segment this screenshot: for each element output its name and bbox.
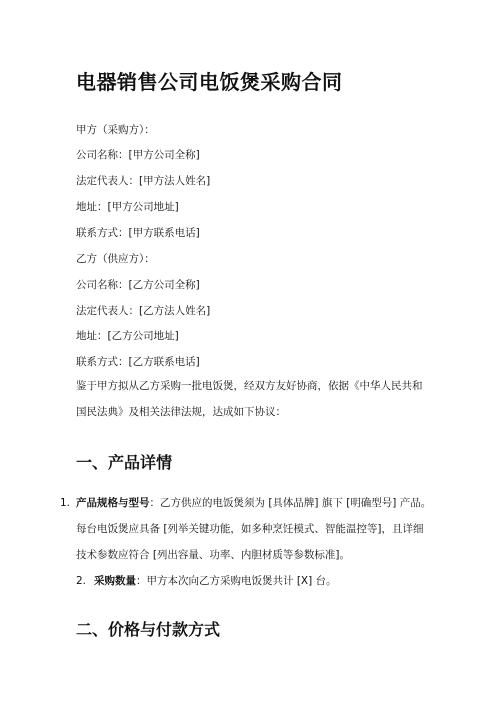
- item-2-number: 2.: [76, 575, 87, 587]
- item-1-label: 产品规格与型号: [76, 497, 150, 509]
- item-1-text: ：乙方供应的电饭煲须为 [具体品牌] 旗下 [明确型号] 产品。每台电饭煲应具备 [列举关键功能，如多种烹饪模式、智能温控等]，且详细技术参数应符合 [列出容量、功率、内胆材质等参数标准]。: [76, 497, 432, 561]
- party-b-legal-rep: 法定代表人：[乙方法人姓名]: [76, 305, 211, 317]
- item-2-label: 采购数量: [94, 575, 136, 587]
- party-a-phone: 联系方式：[甲方联系电话]: [76, 227, 200, 239]
- contract-title: 电器销售公司电饭煲采购合同: [76, 70, 343, 94]
- party-a-company: 公司名称：[甲方公司全称]: [76, 149, 200, 161]
- section-1-heading: 一、产品详情: [76, 453, 173, 472]
- party-b-heading: 乙方（供应方）：: [76, 253, 155, 265]
- item-1-paragraph: [76, 490, 432, 568]
- party-a-legal-rep: 法定代表人：[甲方法人姓名]: [76, 175, 211, 187]
- party-a-address: 地址：[甲方公司地址]: [76, 201, 179, 213]
- party-b-phone: 联系方式：[乙方联系电话]: [76, 356, 200, 368]
- preamble-paragraph: 鉴于甲方拟从乙方采购一批电饭煲，经双方友好协商，依据《中华人民共和国民法典》及相关法律法规，达成如下协议：: [76, 380, 423, 418]
- party-a-heading: 甲方（采购方）：: [76, 124, 155, 136]
- party-b-address: 地址：[乙方公司地址]: [76, 330, 179, 342]
- section-2-heading: 二、价格与付款方式: [76, 620, 221, 639]
- item-1-number: 1.: [60, 497, 71, 509]
- item-2-paragraph: [94, 568, 434, 594]
- party-b-company: 公司名称：[乙方公司全称]: [76, 279, 200, 291]
- item-2-text: ：甲方本次向乙方采购电饭煲共计 [X] 台。: [136, 575, 337, 587]
